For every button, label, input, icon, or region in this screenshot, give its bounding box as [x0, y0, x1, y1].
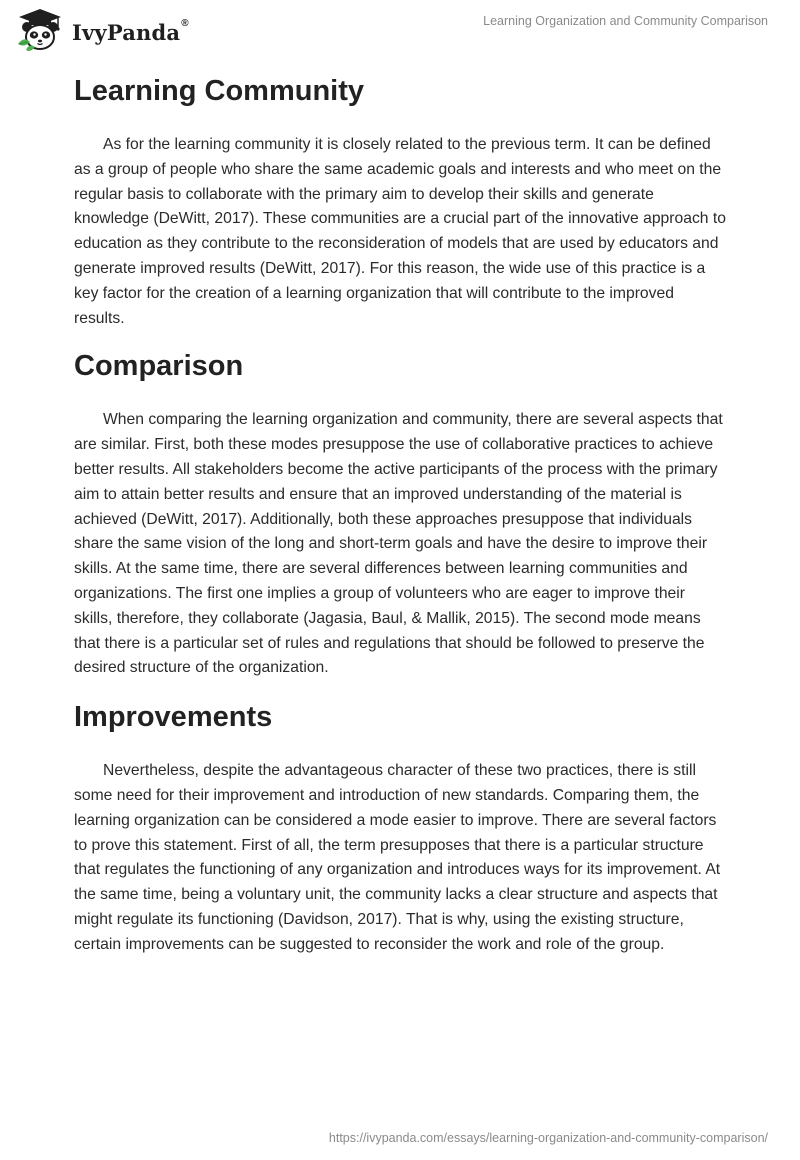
- section-heading: Comparison: [74, 350, 244, 383]
- section-heading: Improvements: [74, 701, 273, 734]
- registered-mark: ®: [181, 17, 189, 29]
- section-paragraph: As for the learning community it is closely related to the previous term. It can be defined as a group of people who share the same academic goals and interests and who meet on the regular basis to collaborate with the primary aim to develop their skills and generate knowledge (DeWitt, 2017). These communities are a crucial part of the innovative approach to education as they contribute to the reconsideration of models that are used by educators and generate improved results (DeWitt, 2017). For this reason, the wide use of this practice is a key factor for the creation of a learning organization that will contribute to the improved results.: [74, 136, 726, 327]
- source-url[interactable]: https://ivypanda.com/essays/learning-organization-and-community-comparison/: [328, 1131, 768, 1145]
- brand-name: IvyPanda®: [72, 17, 189, 45]
- document-title: Learning Organization and Community Comparison: [483, 14, 768, 28]
- panda-graduate-icon: [14, 6, 66, 54]
- section-comparison: [74, 347, 726, 681]
- section-paragraph: Nevertheless, despite the advantageous character of these two practices, there is still some need for their improvement and introduction of new standards. Comparing them, the learning organization can be considered a mode easier to improve. There are several factors to prove this statement. First of all, the term presupposes that there is a particular structure that regulates the functioning of any organization and introduces ways for its improvement. At the same time, being a voluntary unit, the community lacks a clear structure and aspects that might regulate its functioning (Davidson, 2017). That is why, using the existing structure, certain improvements can be suggested to reconsider the work and role of the group.: [74, 762, 721, 953]
- section-improvements: [74, 698, 726, 957]
- essay-content: [74, 72, 726, 958]
- page-header: [0, 0, 800, 60]
- section-learning-community: [74, 72, 726, 331]
- ivypanda-logo[interactable]: [14, 6, 189, 54]
- section-heading: Learning Community: [74, 75, 365, 107]
- section-paragraph: When comparing the learning organization and community, there are several aspects that are similar. First, both these modes presuppose the use of collaborative practices to achieve better results. All stakeholders become the active participants of the process with the primary aim to attain better results and ensure that an improved understanding of the material is achieved (DeWitt, 2017). Additionally, both these approaches presuppose that individuals share the same vision of the long and short-term goals and have the desire to improve their skills. At the same time, there are several differences between learning communities and organizations. The first one implies a group of volunteers who are eager to improve their skills, therefore, they collaborate (Jagasia, Baul, & Mallik, 2015). The second mode means that there is a particular set of rules and regulations that should be followed to preserve the desired structure of the organization.: [74, 411, 723, 677]
